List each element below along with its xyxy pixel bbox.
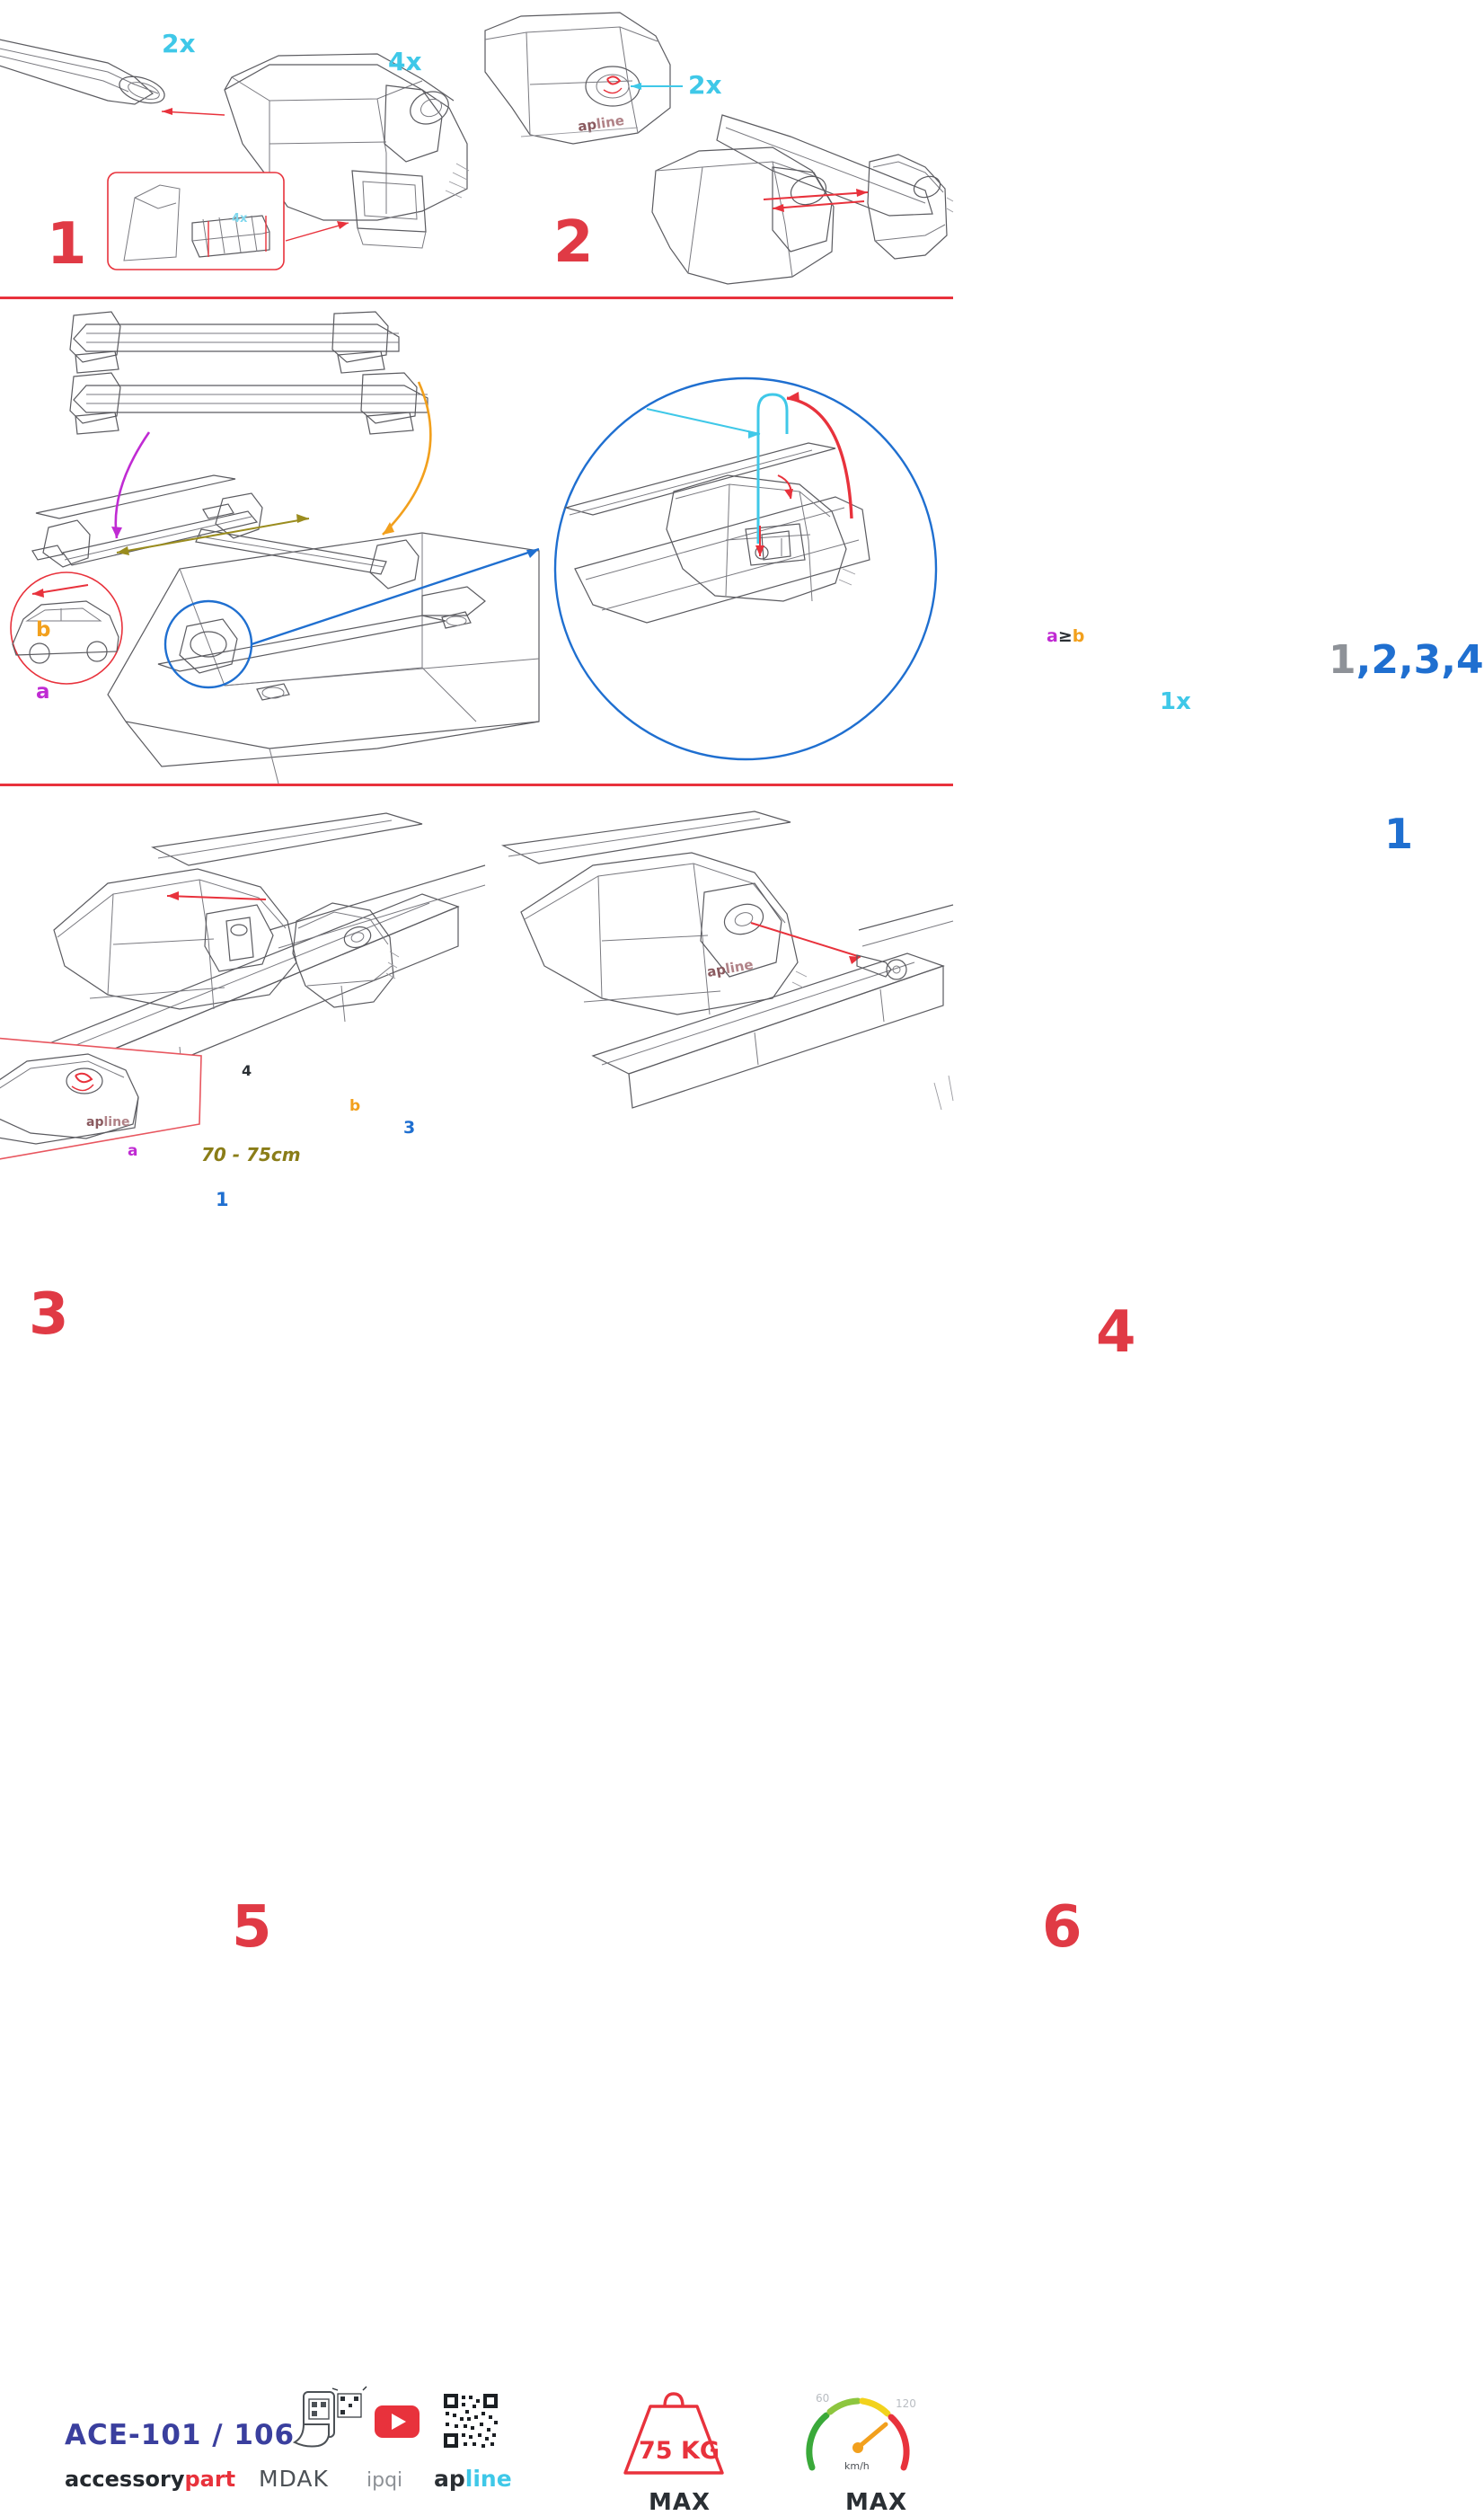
youtube-icon[interactable] [374, 2405, 420, 2439]
marker-3: 3 [403, 1118, 416, 1138]
step6-foot [521, 853, 807, 1014]
qr-phone-icon[interactable] [286, 2388, 367, 2460]
marker-4: 4 [242, 1062, 252, 1079]
foot-with-lock-barrel [485, 13, 670, 144]
arrow-bar-a [116, 432, 149, 538]
partner-apline [434, 2466, 512, 2492]
leader-torque-key [647, 409, 760, 434]
step-2-panel [503, 0, 953, 297]
step-4-qty-key: 1x [1160, 688, 1191, 715]
footer [0, 1195, 953, 2516]
arrow-label-b: b [349, 1097, 361, 1115]
dimension-line [117, 518, 309, 553]
sequence-first: 1 [1329, 637, 1356, 683]
brand-accessory-text: accessory [65, 2467, 185, 2492]
car-direction-inset [11, 572, 122, 684]
speed-unit: km/h [844, 2460, 870, 2472]
rail-and-foot-lower [652, 115, 953, 284]
distance-label: 70 - 75cm [201, 1144, 301, 1165]
weight-limit-caption: MAX [649, 2489, 711, 2516]
speed-tick-high: 120 [896, 2397, 916, 2410]
slide-arrow-left [773, 201, 864, 208]
step-4-number: 4 [1096, 1299, 1135, 1366]
step5-slide-arrow [167, 896, 266, 899]
step-5-panel [0, 786, 485, 1961]
model-code: ACE-101 / 106 [65, 2419, 296, 2451]
step-1-qty-endcap: 2x [162, 29, 196, 58]
arrow-bar-b [383, 382, 430, 535]
step-3-number: 3 [29, 1281, 68, 1348]
partner-apline-line: line [464, 2466, 512, 2492]
speed-limit-caption: MAX [845, 2489, 908, 2516]
bar-label-b: b [36, 618, 51, 642]
partner-mdak: MDAK [259, 2466, 329, 2492]
crossbar-a [70, 373, 428, 434]
crossbar-with-endcap [0, 38, 168, 108]
step-2-qty-lock: 2x [688, 70, 722, 100]
step-5-illustration [0, 786, 485, 1195]
step-6-panel [485, 786, 1082, 1961]
step6-key-arrow [751, 923, 861, 957]
step-4-sequence [1329, 637, 1484, 683]
step5-detail-inset [0, 1036, 201, 1164]
step-1-qty-foot: 4x [388, 47, 422, 76]
zoom-circle [555, 378, 936, 759]
marker-1: 1 [216, 1189, 229, 1210]
svg-text:apline: apline [577, 111, 626, 135]
step-6-illustration [485, 786, 953, 1195]
svg-text:apline: apline [86, 1115, 130, 1130]
svg-text:apline: apline [705, 956, 755, 980]
detail-inset [108, 173, 284, 270]
torque-key [758, 394, 787, 544]
sequence-rest: ,2,3,4 [1356, 637, 1484, 683]
step-1-number: 1 [47, 211, 86, 278]
arrow-label-a: a [128, 1142, 138, 1160]
zoom-rail-and-foot [566, 443, 870, 623]
step-4-highlight-marker: 1 [1384, 810, 1414, 858]
step-5-number: 5 [232, 1894, 271, 1961]
crossbar-b [70, 312, 399, 373]
step-4-illustration [539, 299, 953, 784]
step-2-number: 2 [553, 209, 593, 276]
weight-limit-value: 75 KG [639, 2437, 720, 2465]
step-1-detail-qty: 4x [232, 212, 248, 226]
condition-label: a≥b [1047, 626, 1085, 646]
step-6-number: 6 [1042, 1894, 1082, 1961]
roof-rail-left [36, 475, 235, 518]
partner-ipqi: ipqi [367, 2469, 403, 2492]
qr-code-icon[interactable] [442, 2392, 499, 2450]
brand-part-text: part [184, 2467, 236, 2492]
bar-label-a: a [36, 680, 50, 704]
step-3-illustration [0, 299, 539, 784]
step-1-panel [0, 0, 503, 297]
speed-tick-low: 60 [816, 2392, 830, 2405]
partner-apline-ap: ap [434, 2466, 465, 2492]
brand-accessorypart [65, 2467, 235, 2492]
